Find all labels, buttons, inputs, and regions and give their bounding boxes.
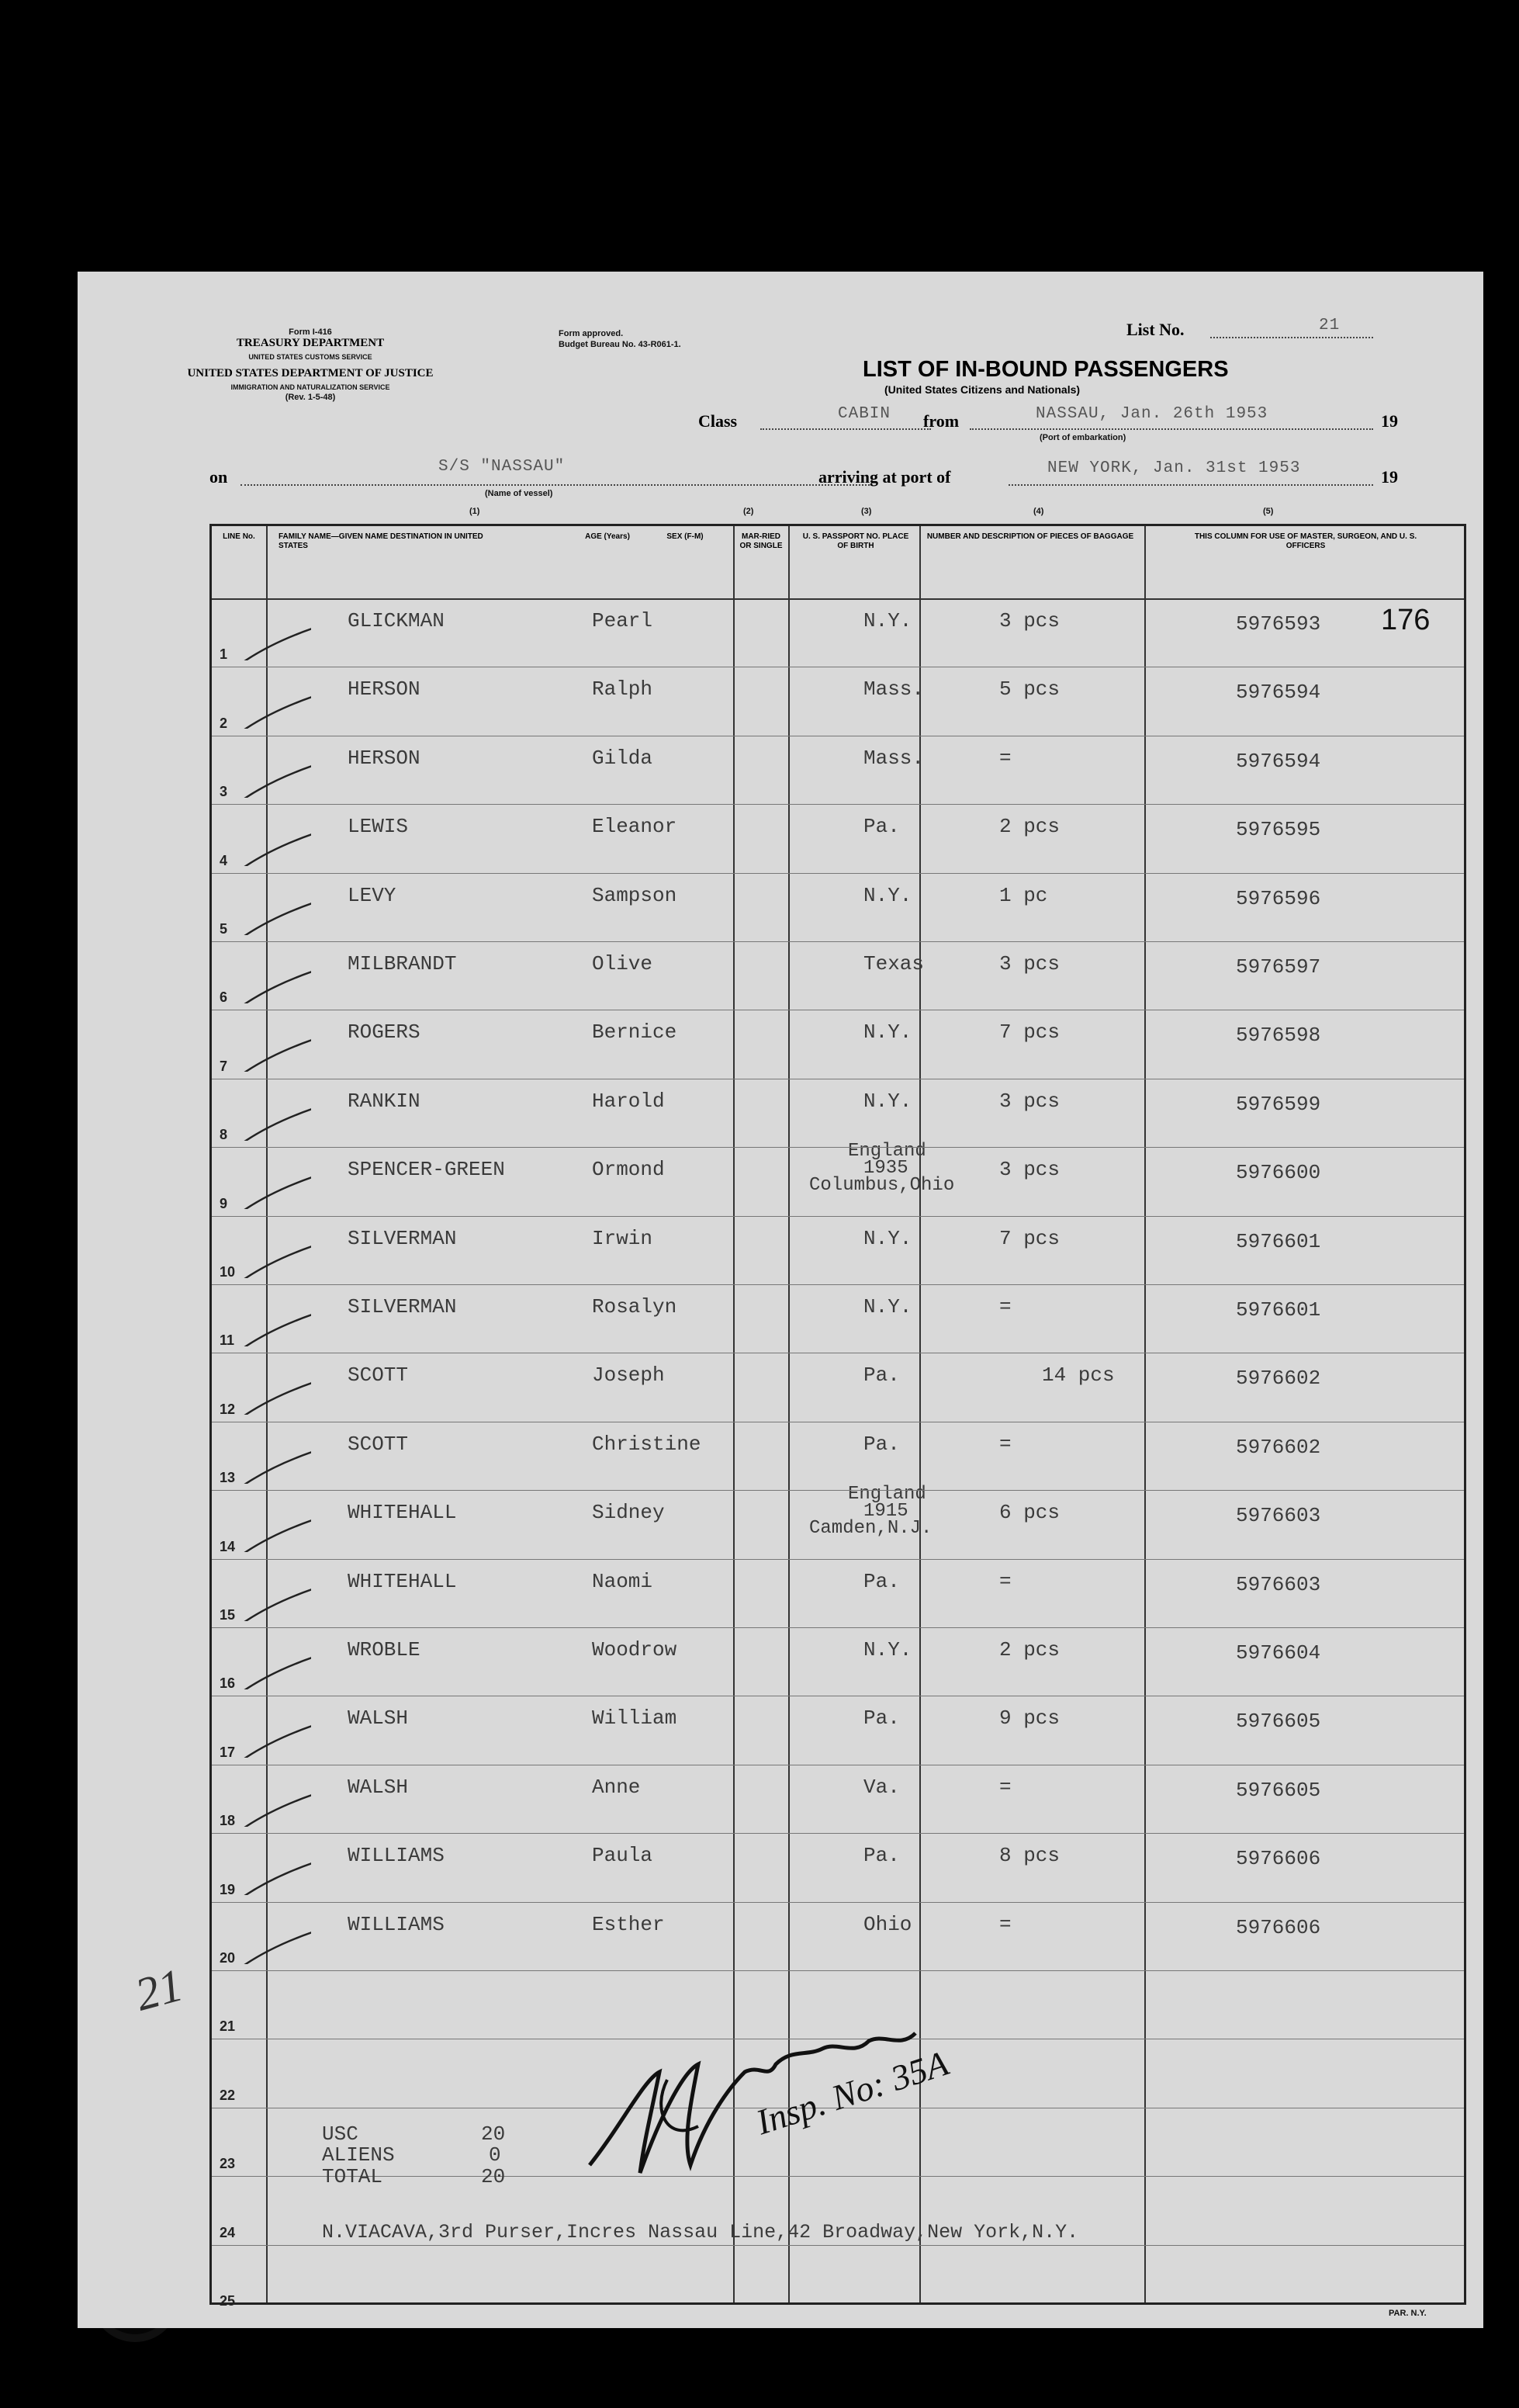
line-number: 6 bbox=[220, 989, 228, 1006]
baggage-count: 3 pcs bbox=[999, 1158, 1061, 1182]
line-number: 14 bbox=[220, 1538, 236, 1554]
table-row bbox=[212, 1902, 1464, 1970]
family-name: WILLIAMS bbox=[348, 1912, 445, 1936]
birth-place: N.Y. bbox=[863, 609, 912, 632]
officer-number: 5976601 bbox=[1236, 1229, 1321, 1253]
birth-place: Pa. bbox=[863, 1569, 900, 1593]
baggage-count: 14 pcs bbox=[1042, 1363, 1115, 1388]
table-row bbox=[212, 1559, 1464, 1627]
given-name: Joseph bbox=[592, 1363, 665, 1388]
officer-number: 5976602 bbox=[1236, 1435, 1321, 1459]
check-mark-icon bbox=[218, 1162, 311, 1209]
table-row bbox=[212, 941, 1464, 1010]
table-row bbox=[212, 873, 1464, 941]
given-name: Naomi bbox=[592, 1569, 653, 1593]
family-name: GLICKMAN bbox=[348, 609, 445, 632]
family-name: LEVY bbox=[348, 883, 396, 907]
check-mark-icon bbox=[218, 1025, 311, 1072]
table-row bbox=[212, 736, 1464, 804]
check-mark-icon bbox=[218, 819, 311, 866]
given-name: Esther bbox=[592, 1912, 665, 1936]
officer-number: 5976603 bbox=[1236, 1504, 1321, 1528]
baggage-count: 3 pcs bbox=[999, 609, 1061, 632]
birth-place: N.Y. bbox=[863, 1638, 912, 1661]
baggage-count: 2 pcs bbox=[999, 815, 1061, 839]
year-suffix-2: 19 bbox=[1381, 467, 1398, 487]
birth-place: England bbox=[848, 1484, 926, 1505]
col-number-1: (1) bbox=[469, 507, 480, 516]
form-sheet bbox=[78, 272, 1483, 2328]
line-number: 11 bbox=[220, 1332, 235, 1349]
family-name: HERSON bbox=[348, 677, 420, 702]
col-passport: U. S. PASSPORT NO. PLACE OF BIRTH bbox=[802, 532, 909, 550]
check-mark-icon bbox=[218, 889, 311, 935]
family-name: WALSH bbox=[348, 1706, 409, 1731]
given-name: Ralph bbox=[592, 677, 653, 702]
baggage-count: 6 pcs bbox=[999, 1501, 1061, 1525]
form-number: Form I-416 bbox=[289, 327, 332, 337]
given-name: Eleanor bbox=[592, 815, 677, 839]
baggage-count: = bbox=[999, 1569, 1012, 1593]
family-name: WHITEHALL bbox=[348, 1569, 457, 1593]
treasury-dept: TREASURY DEPARTMENT bbox=[236, 337, 385, 349]
birth-year: 1915 bbox=[863, 1501, 908, 1523]
family-name: LEWIS bbox=[348, 815, 409, 839]
officer-number: 5976595 bbox=[1236, 818, 1321, 842]
family-name: WROBLE bbox=[348, 1638, 420, 1661]
line-number: 3 bbox=[220, 784, 228, 800]
line-number: 18 bbox=[220, 1813, 236, 1829]
birth-place: N.Y. bbox=[863, 1226, 912, 1250]
birth-place: Mass. bbox=[863, 677, 925, 702]
table-row bbox=[212, 1353, 1464, 1421]
line-number: 13 bbox=[220, 1470, 236, 1486]
given-name: Christine bbox=[592, 1432, 701, 1456]
table-row bbox=[212, 667, 1464, 735]
table-row bbox=[212, 1010, 1464, 1078]
officer-number: 5976605 bbox=[1236, 1710, 1321, 1734]
line-number: 25 bbox=[220, 2293, 236, 2309]
col-age: AGE (Years) bbox=[585, 532, 630, 541]
class-value: CABIN bbox=[838, 405, 891, 423]
port-embarkation-label: (Port of embarkation) bbox=[1040, 433, 1126, 442]
baggage-count: 3 pcs bbox=[999, 1089, 1061, 1113]
birth-place: N.Y. bbox=[863, 1089, 912, 1113]
given-name: Bernice bbox=[592, 1020, 677, 1045]
baggage-count: 2 pcs bbox=[999, 1638, 1061, 1661]
col-baggage: NUMBER AND DESCRIPTION OF PIECES OF BAGGAGE bbox=[926, 532, 1134, 541]
given-name: Gilda bbox=[592, 746, 653, 770]
table-row bbox=[212, 1216, 1464, 1284]
line-number: 10 bbox=[220, 1264, 236, 1280]
birth-place: Pa. bbox=[863, 1432, 900, 1456]
check-mark-icon bbox=[218, 957, 311, 1003]
col-number-3: (3) bbox=[861, 507, 872, 516]
table-row bbox=[212, 1079, 1464, 1147]
check-mark-icon bbox=[218, 751, 311, 798]
line-number: 12 bbox=[220, 1401, 236, 1417]
check-mark-icon bbox=[218, 1094, 311, 1141]
table-row bbox=[212, 1284, 1464, 1353]
officer-number: 5976601 bbox=[1236, 1298, 1321, 1322]
baggage-count: 1 pc bbox=[999, 883, 1048, 907]
family-name: SCOTT bbox=[348, 1363, 409, 1388]
birth-place: Columbus,Ohio bbox=[809, 1175, 955, 1197]
officer-number: 5976602 bbox=[1236, 1367, 1321, 1391]
baggage-count: = bbox=[999, 1295, 1012, 1318]
table-row bbox=[212, 598, 1464, 667]
usc-label: USC bbox=[322, 2122, 358, 2146]
officer-number: 5976594 bbox=[1236, 681, 1321, 705]
line-number: 16 bbox=[220, 1675, 236, 1692]
baggage-count: 8 pcs bbox=[999, 1844, 1061, 1868]
line-number: 5 bbox=[220, 921, 228, 937]
table-row bbox=[212, 1422, 1464, 1490]
line-number: 23 bbox=[220, 2156, 236, 2172]
line-number: 15 bbox=[220, 1607, 236, 1623]
given-name: Rosalyn bbox=[592, 1295, 677, 1318]
table-row bbox=[212, 1765, 1464, 1833]
line-number: 20 bbox=[220, 1950, 236, 1966]
form-approved: Form approved. bbox=[559, 329, 624, 338]
given-name: Anne bbox=[592, 1775, 641, 1799]
family-name: WILLIAMS bbox=[348, 1844, 445, 1868]
birth-place: Texas bbox=[863, 952, 925, 975]
given-name: Pearl bbox=[592, 609, 653, 632]
baggage-count: 7 pcs bbox=[999, 1226, 1061, 1250]
printer-mark: PAR. N.Y. bbox=[1389, 2309, 1427, 2318]
col-number-5: (5) bbox=[1263, 507, 1274, 516]
col-line-no: LINE No. bbox=[223, 532, 255, 541]
purser-line: N.VIACAVA,3rd Purser,Incres Nassau Line,42 Broadway,New York,N.Y. bbox=[322, 2221, 1079, 2243]
birth-place: N.Y. bbox=[863, 1020, 912, 1045]
usc-value: 20 bbox=[481, 2122, 506, 2146]
line-number: 8 bbox=[220, 1127, 228, 1143]
birth-place: Pa. bbox=[863, 815, 900, 839]
family-name: SCOTT bbox=[348, 1432, 409, 1456]
birth-place: Pa. bbox=[863, 1706, 900, 1731]
total-label: TOTAL bbox=[322, 2165, 383, 2188]
line-number: 24 bbox=[220, 2224, 236, 2240]
from-label: from bbox=[923, 411, 960, 431]
baggage-count: = bbox=[999, 1775, 1012, 1799]
family-name: SILVERMAN bbox=[348, 1226, 457, 1250]
table-row bbox=[212, 1696, 1464, 1764]
justice-dept: UNITED STATES DEPARTMENT OF JUSTICE bbox=[187, 367, 434, 379]
birth-place: Pa. bbox=[863, 1363, 900, 1388]
given-name: William bbox=[592, 1706, 677, 1731]
birth-place: England bbox=[848, 1141, 926, 1162]
col-number-4: (4) bbox=[1033, 507, 1044, 516]
baggage-count: 5 pcs bbox=[999, 677, 1061, 702]
check-mark-icon bbox=[218, 614, 311, 660]
line-number: 21 bbox=[220, 2018, 236, 2035]
family-name: WALSH bbox=[348, 1775, 409, 1799]
birth-year: 1935 bbox=[863, 1158, 908, 1180]
given-name: Sampson bbox=[592, 883, 677, 907]
on-label: on bbox=[209, 467, 228, 487]
document-title: LIST OF IN-BOUND PASSENGERS bbox=[863, 357, 1229, 382]
col-married: MAR-RIED OR SINGLE bbox=[739, 532, 783, 550]
birth-place: N.Y. bbox=[863, 883, 912, 907]
stamp-number: 176 bbox=[1381, 604, 1431, 636]
family-name: SILVERMAN bbox=[348, 1295, 457, 1318]
line-number: 19 bbox=[220, 1881, 236, 1897]
line-number: 2 bbox=[220, 715, 228, 731]
family-name: WHITEHALL bbox=[348, 1501, 457, 1525]
given-name: Olive bbox=[592, 952, 653, 975]
table-row bbox=[212, 1833, 1464, 1901]
given-name: Woodrow bbox=[592, 1638, 677, 1661]
col-officers: THIS COLUMN FOR USE OF MASTER, SURGEON, AND U. S. OFFICERS bbox=[1194, 532, 1417, 550]
given-name: Sidney bbox=[592, 1501, 665, 1525]
table-row bbox=[212, 1484, 1464, 1558]
birth-place: N.Y. bbox=[863, 1295, 912, 1318]
baggage-count: = bbox=[999, 1432, 1012, 1456]
ins-service: IMMIGRATION AND NATURALIZATION SERVICE bbox=[230, 383, 390, 391]
check-mark-icon bbox=[218, 682, 311, 729]
officer-number: 5976598 bbox=[1236, 1024, 1321, 1048]
officer-number: 5976597 bbox=[1236, 955, 1321, 979]
col-number-2: (2) bbox=[743, 507, 754, 516]
officer-number: 5976604 bbox=[1236, 1641, 1321, 1665]
arriving-label: arriving at port of bbox=[818, 467, 951, 487]
officer-number: 5976606 bbox=[1236, 1915, 1321, 1939]
birth-place: Va. bbox=[863, 1775, 900, 1799]
officer-number: 5976600 bbox=[1236, 1161, 1321, 1185]
line-number: 7 bbox=[220, 1058, 228, 1074]
table-row bbox=[212, 1627, 1464, 1696]
table-row bbox=[212, 1141, 1464, 1215]
margin-handwritten-number: 21 bbox=[130, 1959, 189, 2021]
officer-number: 5976603 bbox=[1236, 1572, 1321, 1596]
birth-place: Pa. bbox=[863, 1844, 900, 1868]
family-name: MILBRANDT bbox=[348, 952, 457, 975]
family-name: SPENCER-GREEN bbox=[348, 1158, 505, 1182]
given-name: Irwin bbox=[592, 1226, 653, 1250]
year-suffix: 19 bbox=[1381, 411, 1398, 431]
birth-place: Mass. bbox=[863, 746, 925, 770]
inspector-note: Insp. No: 35A bbox=[751, 2042, 953, 2143]
vessel-name: S/S "NASSAU" bbox=[438, 458, 566, 476]
customs-service: UNITED STATES CUSTOMS SERVICE bbox=[248, 353, 372, 361]
document-subtitle: (United States Citizens and Nationals) bbox=[884, 383, 1081, 396]
officer-number: 5976605 bbox=[1236, 1778, 1321, 1802]
table-row bbox=[212, 804, 1464, 872]
col-name: FAMILY NAME—GIVEN NAME DESTINATION IN UNITED STATES bbox=[279, 532, 483, 550]
line-number: 17 bbox=[220, 1744, 236, 1760]
line-number: 22 bbox=[220, 2087, 236, 2103]
officer-number: 5976596 bbox=[1236, 886, 1321, 910]
aliens-value: 0 bbox=[489, 2143, 501, 2167]
birth-place: Ohio bbox=[863, 1912, 912, 1936]
given-name: Ormond bbox=[592, 1158, 665, 1182]
class-label: Class bbox=[698, 411, 738, 431]
officer-number: 5976594 bbox=[1236, 749, 1321, 773]
family-name: RANKIN bbox=[348, 1089, 420, 1113]
baggage-count: 9 pcs bbox=[999, 1706, 1061, 1731]
baggage-count: 3 pcs bbox=[999, 952, 1061, 975]
line-number: 1 bbox=[220, 646, 228, 663]
baggage-count: = bbox=[999, 746, 1012, 770]
officer-number: 5976599 bbox=[1236, 1092, 1321, 1116]
budget-bureau: Budget Bureau No. 43-R061-1. bbox=[559, 340, 681, 349]
family-name: HERSON bbox=[348, 746, 420, 770]
birth-place: Camden,N.J. bbox=[809, 1518, 933, 1540]
from-value: NASSAU, Jan. 26th 1953 bbox=[1036, 405, 1268, 423]
given-name: Harold bbox=[592, 1089, 665, 1113]
aliens-label: ALIENS bbox=[322, 2143, 395, 2167]
col-sex: SEX (F-M) bbox=[666, 532, 704, 541]
arriving-value: NEW YORK, Jan. 31st 1953 bbox=[1047, 459, 1301, 477]
officer-number: 5976606 bbox=[1236, 1847, 1321, 1871]
baggage-count: 7 pcs bbox=[999, 1020, 1061, 1045]
baggage-count: = bbox=[999, 1912, 1012, 1936]
vessel-label: (Name of vessel) bbox=[485, 489, 553, 498]
line-number: 9 bbox=[220, 1195, 228, 1211]
list-no-value: 21 bbox=[1319, 317, 1341, 334]
total-value: 20 bbox=[481, 2165, 506, 2188]
officer-number: 5976593 bbox=[1236, 612, 1321, 636]
list-no-label: List No. bbox=[1126, 320, 1185, 339]
revision-date: (Rev. 1-5-48) bbox=[285, 393, 336, 402]
line-number: 4 bbox=[220, 852, 228, 868]
given-name: Paula bbox=[592, 1844, 653, 1868]
family-name: ROGERS bbox=[348, 1020, 420, 1045]
